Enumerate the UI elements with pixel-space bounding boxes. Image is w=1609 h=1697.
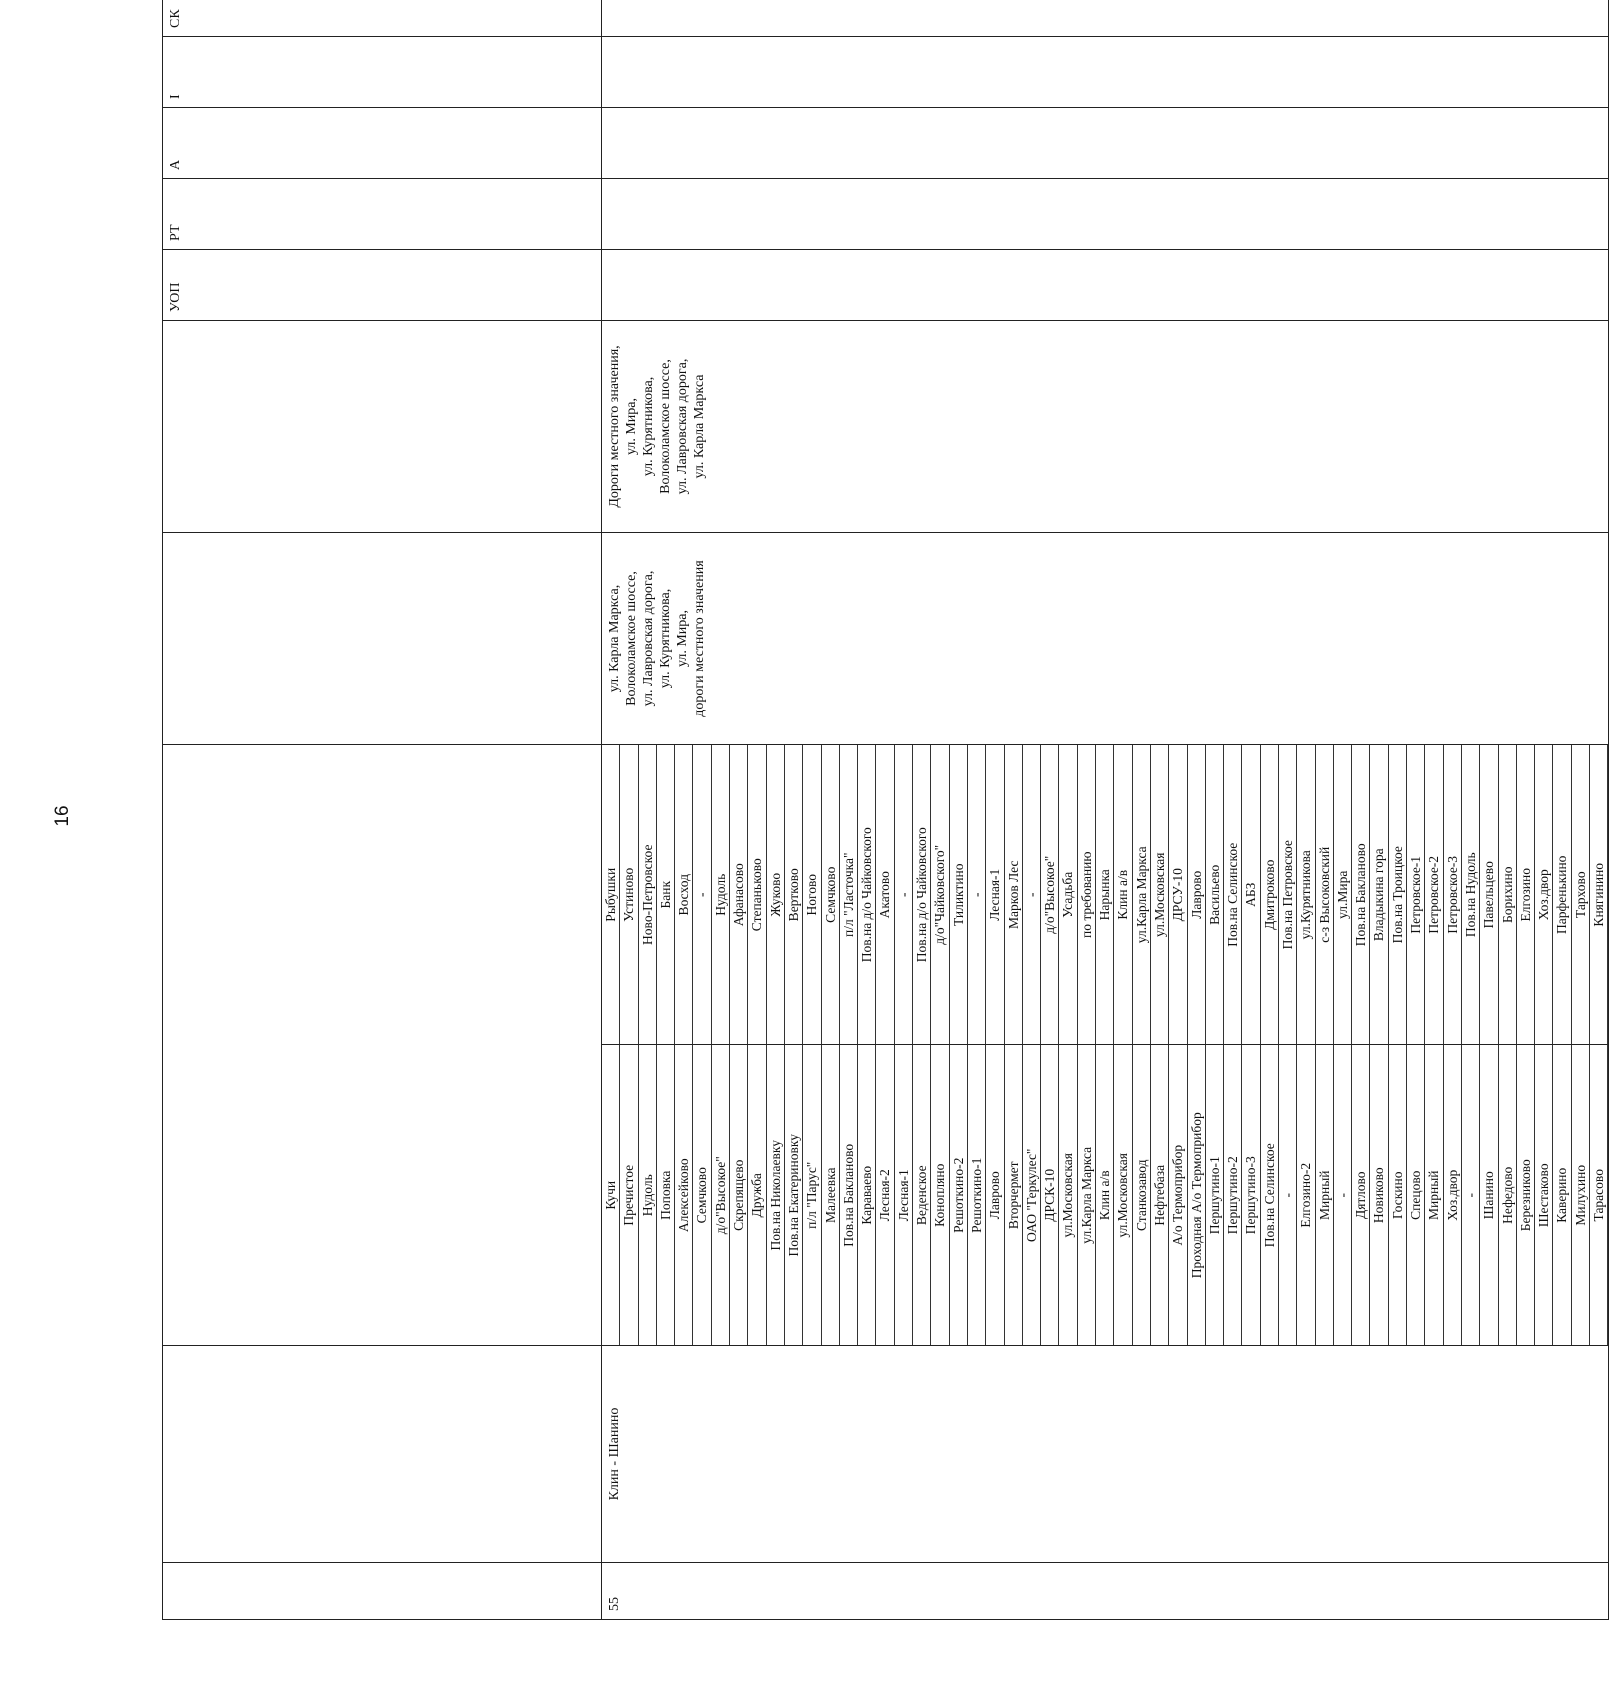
stop-item: Семчково [822, 745, 840, 1045]
stop-item: Веденское [913, 1046, 931, 1346]
stop-item: Тархово [1572, 745, 1590, 1045]
header-cell-8: А [163, 108, 602, 179]
stop-item: - [1462, 1046, 1480, 1346]
stop-item: Пречистое [620, 1046, 638, 1346]
stop-item: Нудоль [639, 1046, 657, 1346]
stop-item: Каверино [1553, 1046, 1571, 1346]
stop-item: Пов.на Екатериновку [785, 1046, 803, 1346]
route-name: Клин - Шанино [602, 1346, 1609, 1563]
stop-item: Степаньково [748, 745, 766, 1045]
street-item: ул. Курятникова, [641, 376, 656, 477]
stop-item: - [693, 745, 711, 1045]
header-cell-7: РТ [163, 179, 602, 250]
stop-item: Банк [657, 745, 675, 1045]
stop-item: Лесная-2 [876, 1046, 894, 1346]
stop-item: Пов.на Бакланово [840, 1046, 858, 1346]
stops-backward-list [602, 745, 1608, 1045]
route-number: 55 [602, 1563, 1609, 1620]
stop-item: Акатово [876, 745, 894, 1045]
street-item: Волоколамское шоссе, [624, 571, 639, 706]
empty-cell [602, 37, 1609, 108]
stop-item: Решоткино-1 [968, 1046, 986, 1346]
stop-item: Пов.на Троицкое [1389, 745, 1407, 1045]
stop-item: Марков Лес [1005, 745, 1023, 1045]
street-item: ул. Курятникова, [658, 588, 673, 689]
stop-item: Проходная А/о Термоприбор [1188, 1046, 1206, 1346]
street-item: ул. Лавровская дорога, [641, 570, 656, 707]
empty-cell [602, 108, 1609, 179]
empty-cell [602, 0, 1609, 37]
stop-item: Новиково [1370, 1046, 1388, 1346]
stop-item: Семчково [693, 1046, 711, 1346]
rotated-route-table [162, 9, 1607, 1620]
stop-item: Хоз.двор [1535, 745, 1553, 1045]
header-cell-2 [163, 1346, 602, 1563]
stop-item: Вертково [785, 745, 803, 1045]
stop-item: д/о"Высокое" [1041, 745, 1059, 1045]
stop-item: Першутино-1 [1206, 1046, 1224, 1346]
stop-item: Пов.на д/о Чайковского [913, 745, 931, 1045]
street-item: ул. Карла Маркса, [607, 584, 622, 693]
header-cell-6: УОП [163, 250, 602, 321]
stop-item: АБЗ [1242, 745, 1260, 1045]
street-item: ул. Мира, [675, 609, 690, 668]
stops-forward-list [602, 1045, 1608, 1346]
stop-item: п/л "Парус" [803, 1046, 821, 1346]
stop-item: Караваево [858, 1046, 876, 1346]
stop-item: Пов.на Николаевку [767, 1046, 785, 1346]
stop-item: Вторчермет [1005, 1046, 1023, 1346]
stop-item: Клин а/в [1114, 745, 1132, 1045]
stop-item: Лесная-1 [986, 745, 1004, 1045]
stop-item: д/о"Высокое" [712, 1046, 730, 1346]
stop-item: Павельцево [1480, 745, 1498, 1045]
street-item: дороги местного значения [692, 560, 707, 717]
stops-cell [602, 745, 1609, 1346]
stop-item: ул.Карла Маркса [1078, 1046, 1096, 1346]
stop-item: Васильево [1206, 745, 1224, 1045]
street-item: ул. Лавровская дорога, [675, 358, 690, 495]
empty-cell [602, 179, 1609, 250]
stop-item: Елгозино [1517, 745, 1535, 1045]
stop-item: - [968, 745, 986, 1045]
stop-item: ул.Мира [1334, 745, 1352, 1045]
stop-item: Княгинино [1590, 745, 1608, 1045]
stop-item: ул.Московская [1114, 1046, 1132, 1346]
stop-item: Станкозавод [1133, 1046, 1151, 1346]
header-cell-4 [163, 533, 602, 745]
stop-item: Дятлово [1352, 1046, 1370, 1346]
stop-item: Пов.на Петровское [1279, 745, 1297, 1045]
stop-item: Скрепящево [730, 1046, 748, 1346]
stop-item: Пов.на Бакланово [1352, 745, 1370, 1045]
stop-item: Ново-Петровское [639, 745, 657, 1045]
stop-item: Лаврово [986, 1046, 1004, 1346]
empty-cell [602, 250, 1609, 321]
stop-item: Поповка [657, 1046, 675, 1346]
page-number: 16 [52, 805, 73, 827]
header-cell-3 [163, 745, 602, 1346]
street-item: ул. Мира, [624, 397, 639, 456]
stop-item: Першутино-2 [1224, 1046, 1242, 1346]
stop-item: Алексейково [675, 1046, 693, 1346]
stop-item: Клин а/в [1096, 1046, 1114, 1346]
stop-item: Малеевка [822, 1046, 840, 1346]
stop-item: Тиликтино [950, 745, 968, 1045]
streets-forward [602, 533, 1609, 745]
stop-item: по требованию [1078, 745, 1096, 1045]
stop-item: Лесная-1 [895, 1046, 913, 1346]
table-row [602, 0, 1609, 1620]
stop-item: ОАО "Геркулес" [1023, 1046, 1041, 1346]
route-table [162, 0, 1609, 1620]
stop-item: Парфенькино [1553, 745, 1571, 1045]
street-item: Волоколамское шоссе, [658, 359, 673, 494]
stop-item: Петровское-1 [1407, 745, 1425, 1045]
header-cell-1 [163, 1563, 602, 1620]
stop-item: Решоткино-2 [950, 1046, 968, 1346]
stop-item: - [1279, 1046, 1297, 1346]
stop-item: Лаврово [1188, 745, 1206, 1045]
stop-item: Нарынка [1096, 745, 1114, 1045]
stop-item: - [1023, 745, 1041, 1045]
stop-item: Хоз.двор [1444, 1046, 1462, 1346]
stop-item: ул.Курятникова [1297, 745, 1315, 1045]
stop-item: Восход [675, 745, 693, 1045]
stop-item: Милухино [1572, 1046, 1590, 1346]
stop-item: - [895, 745, 913, 1045]
street-item: Дороги местного значения, [607, 345, 622, 508]
stop-item: Шанино [1480, 1046, 1498, 1346]
stop-item: Борихино [1499, 745, 1517, 1045]
header-cell-10: СК [163, 0, 602, 37]
stop-item: Дружба [748, 1046, 766, 1346]
stop-item: Владыкина гора [1370, 745, 1388, 1045]
stop-item: Першутино-3 [1242, 1046, 1260, 1346]
stop-item: с-з Высоковский [1316, 745, 1334, 1045]
stop-item: ул.Московская [1151, 745, 1169, 1045]
stop-item: Рыбушки [602, 745, 620, 1045]
stop-item: Дмитроково [1261, 745, 1279, 1045]
stop-item: ул.Карла Маркса [1133, 745, 1151, 1045]
stop-item: Усадьба [1059, 745, 1077, 1045]
stop-item: ДРСК-10 [1041, 1046, 1059, 1346]
stop-item: Петровское-2 [1425, 745, 1443, 1045]
stop-item: Кучи [602, 1046, 620, 1346]
stop-item: Пов.на д/о Чайковского [858, 745, 876, 1045]
stop-item: Шестаково [1535, 1046, 1553, 1346]
stop-item: Спецово [1407, 1046, 1425, 1346]
table-header-row [163, 0, 602, 1620]
stop-item: Мирный [1425, 1046, 1443, 1346]
stop-item: А/о Термоприбор [1169, 1046, 1187, 1346]
stop-item: Нудоль [712, 745, 730, 1045]
stop-item: Елгозино-2 [1297, 1046, 1315, 1346]
stop-item: ул.Московская [1059, 1046, 1077, 1346]
stop-item: Мирный [1316, 1046, 1334, 1346]
stop-item: Конопляно [931, 1046, 949, 1346]
stop-item: Ногово [803, 745, 821, 1045]
stop-item: Пов.на Селинское [1261, 1046, 1279, 1346]
stop-item: д/о"Чайковского" [931, 745, 949, 1045]
street-item: ул. Карла Маркса [692, 374, 707, 479]
stop-item: - [1334, 1046, 1352, 1346]
stop-item: Афанасово [730, 745, 748, 1045]
stop-item: Петровское-3 [1444, 745, 1462, 1045]
stop-item: ДРСУ-10 [1169, 745, 1187, 1045]
stop-item: Тарасово [1590, 1046, 1608, 1346]
header-cell-9: I [163, 37, 602, 108]
header-cell-5 [163, 321, 602, 533]
streets-backward [602, 321, 1609, 533]
stop-item: Госкино [1389, 1046, 1407, 1346]
stop-item: п/л "Ласточка" [840, 745, 858, 1045]
stop-item: Пов.на Селинское [1224, 745, 1242, 1045]
stop-item: Устиново [620, 745, 638, 1045]
stop-item: Пов.на Нудоль [1462, 745, 1480, 1045]
stop-item: Жуково [767, 745, 785, 1045]
stop-item: Нефтебаза [1151, 1046, 1169, 1346]
stop-item: Нефедово [1499, 1046, 1517, 1346]
stop-item: Березниково [1517, 1046, 1535, 1346]
